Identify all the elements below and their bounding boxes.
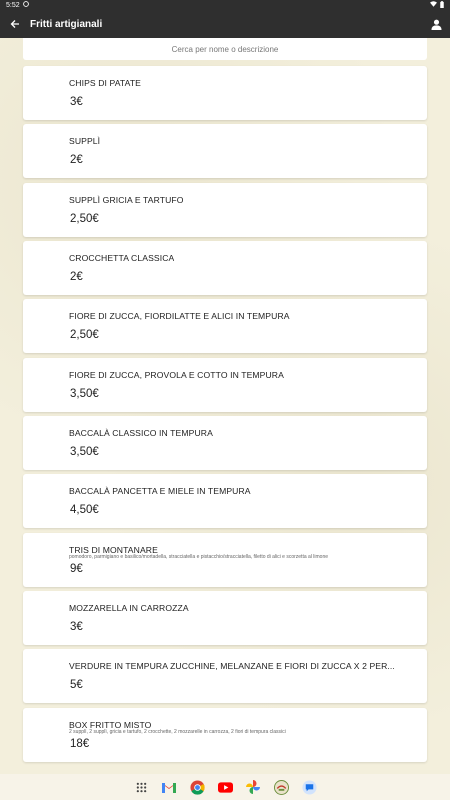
product-price: 3€	[70, 621, 83, 634]
product-price: 9€	[70, 562, 83, 575]
product-price: 5€	[70, 679, 83, 692]
product-name: TRIS DI MONTANARE	[69, 544, 158, 555]
notification-icon	[23, 1, 29, 9]
photos-icon[interactable]	[246, 780, 261, 795]
product-card[interactable]	[23, 241, 427, 295]
product-price: 3€	[70, 96, 83, 108]
product-price: 18€	[70, 737, 90, 750]
product-card[interactable]	[23, 591, 427, 645]
messages-icon[interactable]	[302, 780, 317, 795]
user-icon	[431, 19, 442, 30]
product-name: FIORE DI ZUCCA, PROVOLA E COTTO IN TEMPURA	[69, 369, 284, 380]
product-name: BACCALÀ PANCETTA E MIELE IN TEMPURA	[69, 486, 251, 497]
back-button[interactable]	[0, 10, 30, 38]
product-card[interactable]	[23, 66, 427, 120]
arrow-left-icon	[10, 19, 20, 29]
page-title: Fritti artigianali	[30, 18, 103, 30]
product-card[interactable]	[23, 649, 427, 703]
product-price: 2€	[70, 154, 83, 167]
app-bar	[0, 10, 450, 38]
product-card[interactable]	[23, 708, 427, 762]
product-name: CROCCHETTA CLASSICA	[69, 253, 175, 264]
battery-icon	[440, 1, 444, 10]
product-name: SUPPLÌ	[69, 136, 101, 147]
product-price: 2€	[70, 271, 83, 284]
search-bar	[23, 38, 427, 60]
restaurant-app-icon[interactable]	[274, 780, 289, 795]
product-price: 2,50€	[70, 329, 99, 342]
product-name: SUPPLÌ GRICIA E TARTUFO	[69, 194, 184, 205]
product-list	[23, 66, 427, 766]
status-bar	[0, 0, 450, 10]
product-card[interactable]	[23, 533, 427, 587]
product-price: 4,50€	[70, 504, 99, 517]
menu-content[interactable]	[0, 38, 450, 774]
product-card[interactable]	[23, 124, 427, 178]
product-name: CHIPS DI PATATE	[69, 78, 142, 88]
product-card[interactable]	[23, 416, 427, 470]
apps-grid-icon[interactable]	[134, 780, 149, 795]
product-card[interactable]	[23, 474, 427, 528]
wifi-icon	[430, 1, 437, 9]
product-card[interactable]	[23, 299, 427, 353]
gmail-icon[interactable]	[162, 780, 177, 795]
product-price: 3,50€	[70, 387, 99, 400]
product-price: 2,50€	[70, 212, 99, 225]
product-description: pomodoro, parmigiano e basilico/mortadella, stracciatella e pistacchio/stracciatella, filetto di alici e scorzetta al limone	[69, 553, 329, 560]
product-name: BOX FRITTO MISTO	[69, 719, 152, 730]
youtube-icon[interactable]	[218, 780, 233, 795]
product-name: FIORE DI ZUCCA, FIORDILATTE E ALICI IN TEMPURA	[69, 311, 290, 322]
product-card[interactable]	[23, 358, 427, 412]
product-name: MOZZARELLA IN CARROZZA	[69, 603, 189, 614]
status-time: 5:52	[6, 1, 20, 9]
product-name: BACCALÀ CLASSICO IN TEMPURA	[69, 428, 213, 439]
product-name: VERDURE IN TEMPURA ZUCCHINE, MELANZANE E FIORI DI ZUCCA X 2 PER...	[69, 661, 395, 672]
product-price: 3,50€	[70, 446, 99, 459]
chrome-icon[interactable]	[190, 780, 205, 795]
search-input[interactable]	[23, 45, 427, 54]
product-card[interactable]	[23, 183, 427, 237]
account-button[interactable]	[422, 10, 450, 38]
app-dock	[0, 774, 450, 800]
product-description: 2 supplì, 2 supplì, gricia e tartufo, 2 crocchette, 2 mozzarelle in carrozza, 2 fiori di tempura classici	[69, 728, 286, 735]
